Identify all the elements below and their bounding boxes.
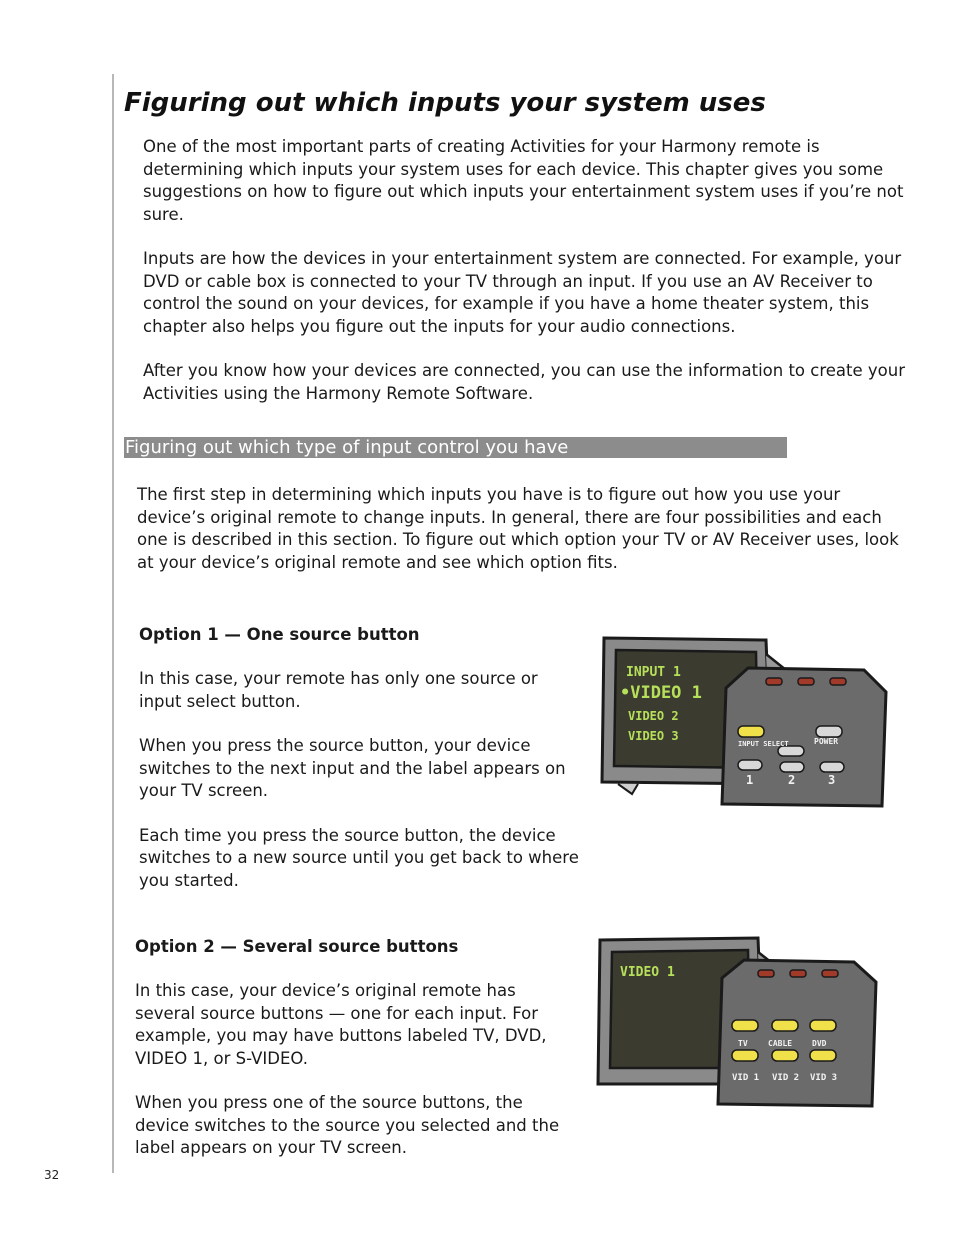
remote-label: 2 [788, 773, 796, 787]
page-title: Figuring out which inputs your system uses [124, 88, 766, 118]
remote-label: DVD [812, 1039, 827, 1048]
remote-label: VID 2 [772, 1073, 800, 1083]
tv-screen-line: VIDEO 2 [628, 709, 679, 723]
option-1-paragraph: In this case, your remote has only one source or input select button. [139, 669, 538, 711]
section-intro: The first step in determining which inputs you have is to figure out how you use your device’s original remote to change inputs. In general, there are four possibilities and each one is described in this section. To figure out which option your TV or AV Receiver uses, look at your device’s original remote and see which option fits. [137, 485, 899, 572]
option-1-heading: Option 1 — One source button [139, 625, 420, 644]
remote-control-icon [718, 960, 876, 1106]
option-2-paragraph: When you press one of the source buttons, the device switches to the source you selected and the label appears on your TV screen. [135, 1093, 560, 1157]
option-2-heading: Option 2 — Several source buttons [135, 937, 459, 956]
option-1-paragraph: When you press the source button, your device switches to the next input and the label appears on your TV screen. [139, 736, 566, 800]
intro-section [143, 136, 913, 427]
option-1 [139, 624, 579, 914]
option-2-illustration [594, 934, 878, 1110]
intro-paragraph: One of the most important parts of creating Activities for your Harmony remote is determining which inputs your system uses for each device. This chapter gives you some suggestions on how to figure out which inputs your entertainment system uses if you’re not sure. [143, 137, 904, 224]
option-1-illustration [598, 634, 888, 812]
option-2-paragraph: In this case, your device’s original remote has several source buttons — one for each input. For example, you may have buttons labeled TV, DVD, VIDEO 1, or S-VIDEO. [135, 981, 547, 1068]
page-number: 32 [44, 1168, 60, 1182]
option-1-paragraph: Each time you press the source button, the device switches to a new source until you get back to where you started. [139, 825, 579, 890]
remote-label: TV [738, 1039, 748, 1048]
remote-label: 1 [746, 773, 754, 787]
remote-label: 3 [828, 773, 836, 787]
remote-label: POWER [814, 737, 839, 746]
option-2 [135, 936, 575, 1182]
tv-screen-line: •VIDEO 1 [620, 683, 702, 703]
tv-screen-line: VIDEO 1 [620, 965, 675, 980]
intro-paragraph: After you know how your devices are connected, you can use the information to create your Activities using the Harmony Remote Software. [143, 361, 905, 403]
intro-paragraph: Inputs are how the devices in your entertainment system are connected. For example, your DVD or cable box is connected to your TV through an input. If you use an AV Receiver to control the sound on your devices, for example if you have a home theater system, this chapter also helps you figure out the inputs for your audio connections. [143, 249, 902, 336]
margin-rule [112, 74, 114, 1173]
tv-screen-line: INPUT 1 [626, 665, 681, 680]
tv-screen-line: VIDEO 3 [628, 729, 679, 743]
section-heading: Figuring out which type of input control you have [124, 437, 787, 458]
remote-label: INPUT SELECT [738, 740, 789, 748]
remote-label: VID 3 [810, 1073, 838, 1083]
remote-label: CABLE [768, 1039, 793, 1048]
remote-label: VID 1 [732, 1073, 760, 1083]
